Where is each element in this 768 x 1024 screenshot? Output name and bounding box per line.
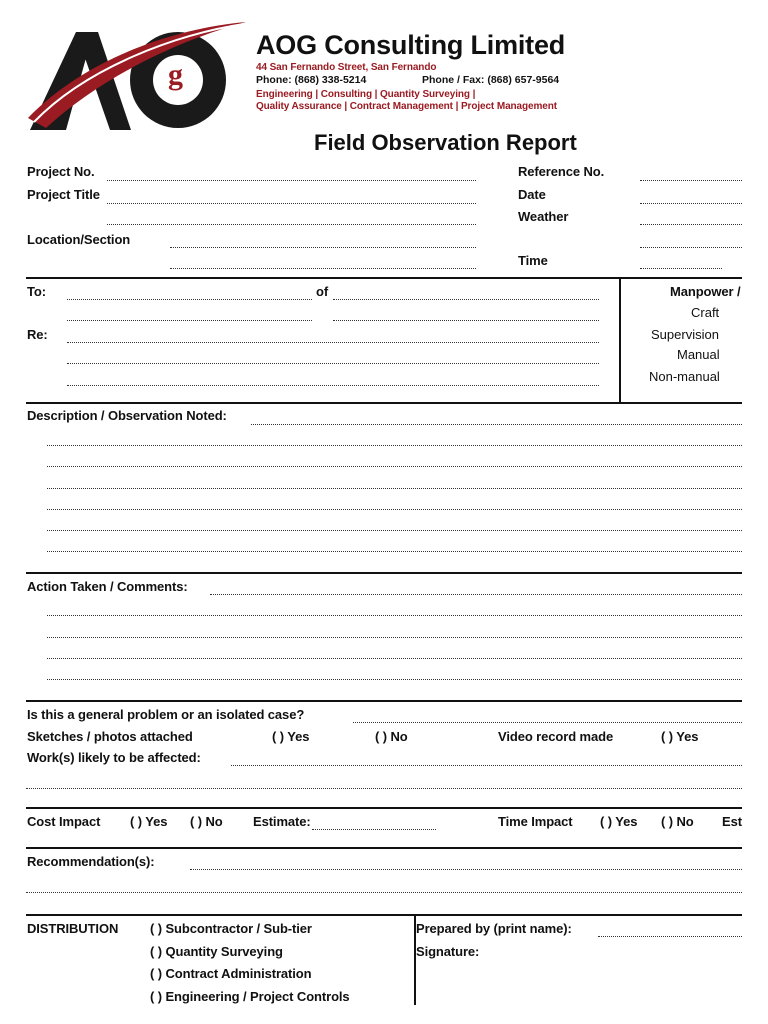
manpower-label: Manpower / xyxy=(670,284,741,299)
logo-graphic xyxy=(26,18,251,133)
distribution-label: DISTRIBUTION xyxy=(27,921,119,936)
time-field[interactable] xyxy=(640,268,722,269)
description-line-2[interactable] xyxy=(47,445,742,446)
distribution-item[interactable]: ( ) Contract Administration xyxy=(150,966,312,981)
prepared-by-label: Prepared by (print name): xyxy=(416,921,572,936)
cost-yes-option[interactable]: ( ) Yes xyxy=(130,814,168,829)
section-divider-6 xyxy=(26,847,742,849)
time-no-option[interactable]: ( ) No xyxy=(661,814,694,829)
section-divider-2 xyxy=(26,402,742,404)
craft-label: Craft xyxy=(691,305,720,320)
manual-label: Manual xyxy=(677,347,720,362)
distribution-item[interactable]: ( ) Engineering / Project Controls xyxy=(150,989,350,1004)
weather-field[interactable] xyxy=(640,224,742,225)
works-affected-field-2[interactable] xyxy=(26,788,742,789)
estimate-label: Estimate: xyxy=(253,814,311,829)
of-field[interactable] xyxy=(333,299,599,300)
works-affected-label: Work(s) likely to be affected: xyxy=(27,750,201,765)
company-services-line2: Quality Assurance | Contract Management | Project Management xyxy=(256,101,557,112)
sketches-label: Sketches / photos attached xyxy=(27,729,193,744)
time-impact-label: Time Impact xyxy=(498,814,573,829)
company-phone-fax: Phone / Fax: (868) 657-9564 xyxy=(422,74,560,86)
description-label: Description / Observation Noted: xyxy=(27,408,227,423)
project-no-label: Project No. xyxy=(27,164,95,179)
description-line-7[interactable] xyxy=(47,551,742,552)
cost-no-option[interactable]: ( ) No xyxy=(190,814,223,829)
manpower-divider xyxy=(619,278,621,403)
project-title-field-2[interactable] xyxy=(107,224,476,225)
re-label: Re: xyxy=(27,327,48,342)
of-field-2[interactable] xyxy=(333,320,599,321)
signature-label: Signature: xyxy=(416,944,480,959)
video-label: Video record made xyxy=(498,729,614,744)
reference-no-field[interactable] xyxy=(640,180,742,181)
recommendations-field[interactable] xyxy=(190,869,742,870)
description-line-3[interactable] xyxy=(47,466,742,467)
est-label: Est xyxy=(722,814,742,829)
re-field-3[interactable] xyxy=(67,385,599,386)
company-logo xyxy=(26,18,251,133)
form-title: Field Observation Report xyxy=(314,130,577,155)
action-line-5[interactable] xyxy=(47,679,742,680)
project-title-field[interactable] xyxy=(107,203,476,204)
location-section-label: Location/Section xyxy=(27,232,131,247)
re-field-2[interactable] xyxy=(67,363,599,364)
sketches-no-option[interactable]: ( ) No xyxy=(375,729,408,744)
weather-field-2[interactable] xyxy=(640,247,742,248)
of-label: of xyxy=(316,284,329,299)
company-services-line1: Engineering | Consulting | Quantity Surveying | xyxy=(256,89,476,100)
weather-label: Weather xyxy=(518,209,569,224)
to-field-2[interactable] xyxy=(67,320,312,321)
location-section-field-2[interactable] xyxy=(170,268,476,269)
date-label: Date xyxy=(518,187,546,202)
non-manual-label: Non-manual xyxy=(649,369,720,384)
to-label: To: xyxy=(27,284,46,299)
sketches-yes-option[interactable]: ( ) Yes xyxy=(272,729,310,744)
project-no-field[interactable] xyxy=(107,180,476,181)
location-section-field[interactable] xyxy=(170,247,476,248)
recommendations-label: Recommendation(s): xyxy=(27,854,155,869)
recommendations-field-2[interactable] xyxy=(26,892,742,893)
company-address: 44 San Fernando Street, San Fernando xyxy=(256,62,437,73)
time-label: Time xyxy=(518,253,548,268)
general-problem-label: Is this a general problem or an isolated case? xyxy=(27,707,305,722)
action-line-2[interactable] xyxy=(47,615,742,616)
cost-impact-label: Cost Impact xyxy=(27,814,101,829)
action-line-3[interactable] xyxy=(47,637,742,638)
action-line-4[interactable] xyxy=(47,658,742,659)
company-phone: Phone: (868) 338-5214 xyxy=(256,74,367,86)
description-line-4[interactable] xyxy=(47,488,742,489)
time-yes-option[interactable]: ( ) Yes xyxy=(600,814,638,829)
supervision-label: Supervision xyxy=(651,327,719,342)
to-field[interactable] xyxy=(67,299,312,300)
general-problem-field[interactable] xyxy=(353,722,742,723)
project-title-label: Project Title xyxy=(27,187,100,202)
reference-no-label: Reference No. xyxy=(518,164,605,179)
re-field[interactable] xyxy=(67,342,599,343)
description-line-6[interactable] xyxy=(47,530,742,531)
video-yes-option[interactable]: ( ) Yes xyxy=(661,729,699,744)
action-taken-label: Action Taken / Comments: xyxy=(27,579,188,594)
estimate-field[interactable] xyxy=(312,829,436,830)
action-line-1[interactable] xyxy=(210,594,742,595)
section-divider-5 xyxy=(26,807,742,809)
section-divider-1 xyxy=(26,277,742,279)
company-name: AOG Consulting Limited xyxy=(256,30,566,60)
distribution-item[interactable]: ( ) Quantity Surveying xyxy=(150,944,283,959)
prepared-by-field[interactable] xyxy=(598,936,742,937)
works-affected-field[interactable] xyxy=(231,765,742,766)
section-divider-7 xyxy=(26,914,742,916)
logo-g-letter: g xyxy=(168,58,183,91)
section-divider-4 xyxy=(26,700,742,702)
description-line-1[interactable] xyxy=(251,424,742,425)
date-field[interactable] xyxy=(640,203,742,204)
section-divider-3 xyxy=(26,572,742,574)
description-line-5[interactable] xyxy=(47,509,742,510)
distribution-item[interactable]: ( ) Subcontractor / Sub-tier xyxy=(150,921,312,936)
